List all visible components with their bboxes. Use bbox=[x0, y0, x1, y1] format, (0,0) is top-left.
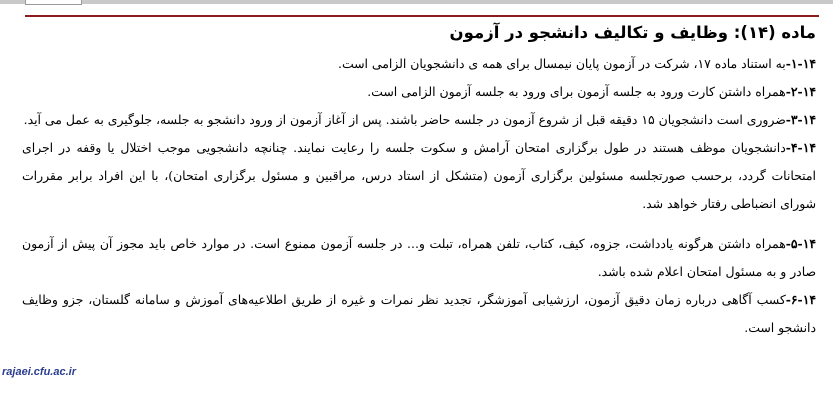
top-decorative-tab bbox=[25, 0, 82, 5]
clause-number: ۶-۱۴- bbox=[785, 292, 816, 307]
clause-4 bbox=[22, 134, 816, 218]
document-body bbox=[22, 22, 816, 342]
clause-number: ۲-۱۴- bbox=[785, 84, 816, 99]
header-rule bbox=[25, 15, 819, 17]
clause-text: همراه داشتن کارت ورود به جلسه آزمون برای ورود به جلسه آزمون الزامی است. bbox=[367, 84, 786, 99]
clause-5 bbox=[22, 230, 816, 286]
clause-text: ضروری است دانشجویان ۱۵ دقیقه قبل از شروع آزمون در جلسه حاضر باشند. پس از آغاز آزمون از ورود دانشجو به جلسه، جلوگیری به عمل می آید. bbox=[23, 112, 786, 127]
clause-number: ۳-۱۴- bbox=[785, 112, 816, 127]
clause-3 bbox=[22, 106, 816, 134]
clause-text: همراه داشتن هرگونه یادداشت، جزوه، کیف، کتاب، تلفن همراه، تبلت و... در جلسه آزمون ممنوع است. در موارد خاص باید مجوز آن پیش از آزمون صادر و به مسئول امتحان اعلام شده باشد. bbox=[22, 236, 816, 279]
source-watermark: rajaei.cfu.ac.ir bbox=[2, 366, 76, 378]
clause-1 bbox=[22, 50, 816, 78]
clause-6 bbox=[22, 286, 816, 342]
clause-number: ۵-۱۴- bbox=[785, 236, 816, 251]
article-title: ماده (۱۴): وظایف و تکالیف دانشجو در آزمون bbox=[449, 23, 816, 42]
clause-number: ۴-۱۴- bbox=[785, 140, 816, 155]
clause-number: ۱-۱۴- bbox=[785, 56, 816, 71]
clause-text: دانشجویان موظف هستند در طول برگزاری امتحان آرامش و سکوت جلسه را رعایت نمایند. چنانچه دانشجویی موجب اختلال یا وقفه در اجرای امتحانات گردد، برحسب صورتجلسه مسئولین برگزاری آزمون (متشکل از استاد درس، مراقبین و مسئول برگزاری امتحان)، با این افراد برابر مقررات شورای انضباطی رفتار خواهد شد. bbox=[22, 140, 816, 211]
clause-text: کسب آگاهی درباره زمان دقیق آزمون، ارزشیابی آموزشگر، تجدید نظر نمرات و غیره از طریق اطلاعیه‌های آموزش و سامانه گلستان، جزو وظایف دانشجو است. bbox=[22, 292, 816, 335]
top-decorative-strip bbox=[0, 0, 833, 4]
clause-text: به استناد ماده ۱۷، شرکت در آزمون پایان نیمسال برای همه ی دانشجویان الزامی است. bbox=[338, 56, 786, 71]
paragraph-spacer bbox=[22, 218, 816, 230]
clause-2 bbox=[22, 78, 816, 106]
